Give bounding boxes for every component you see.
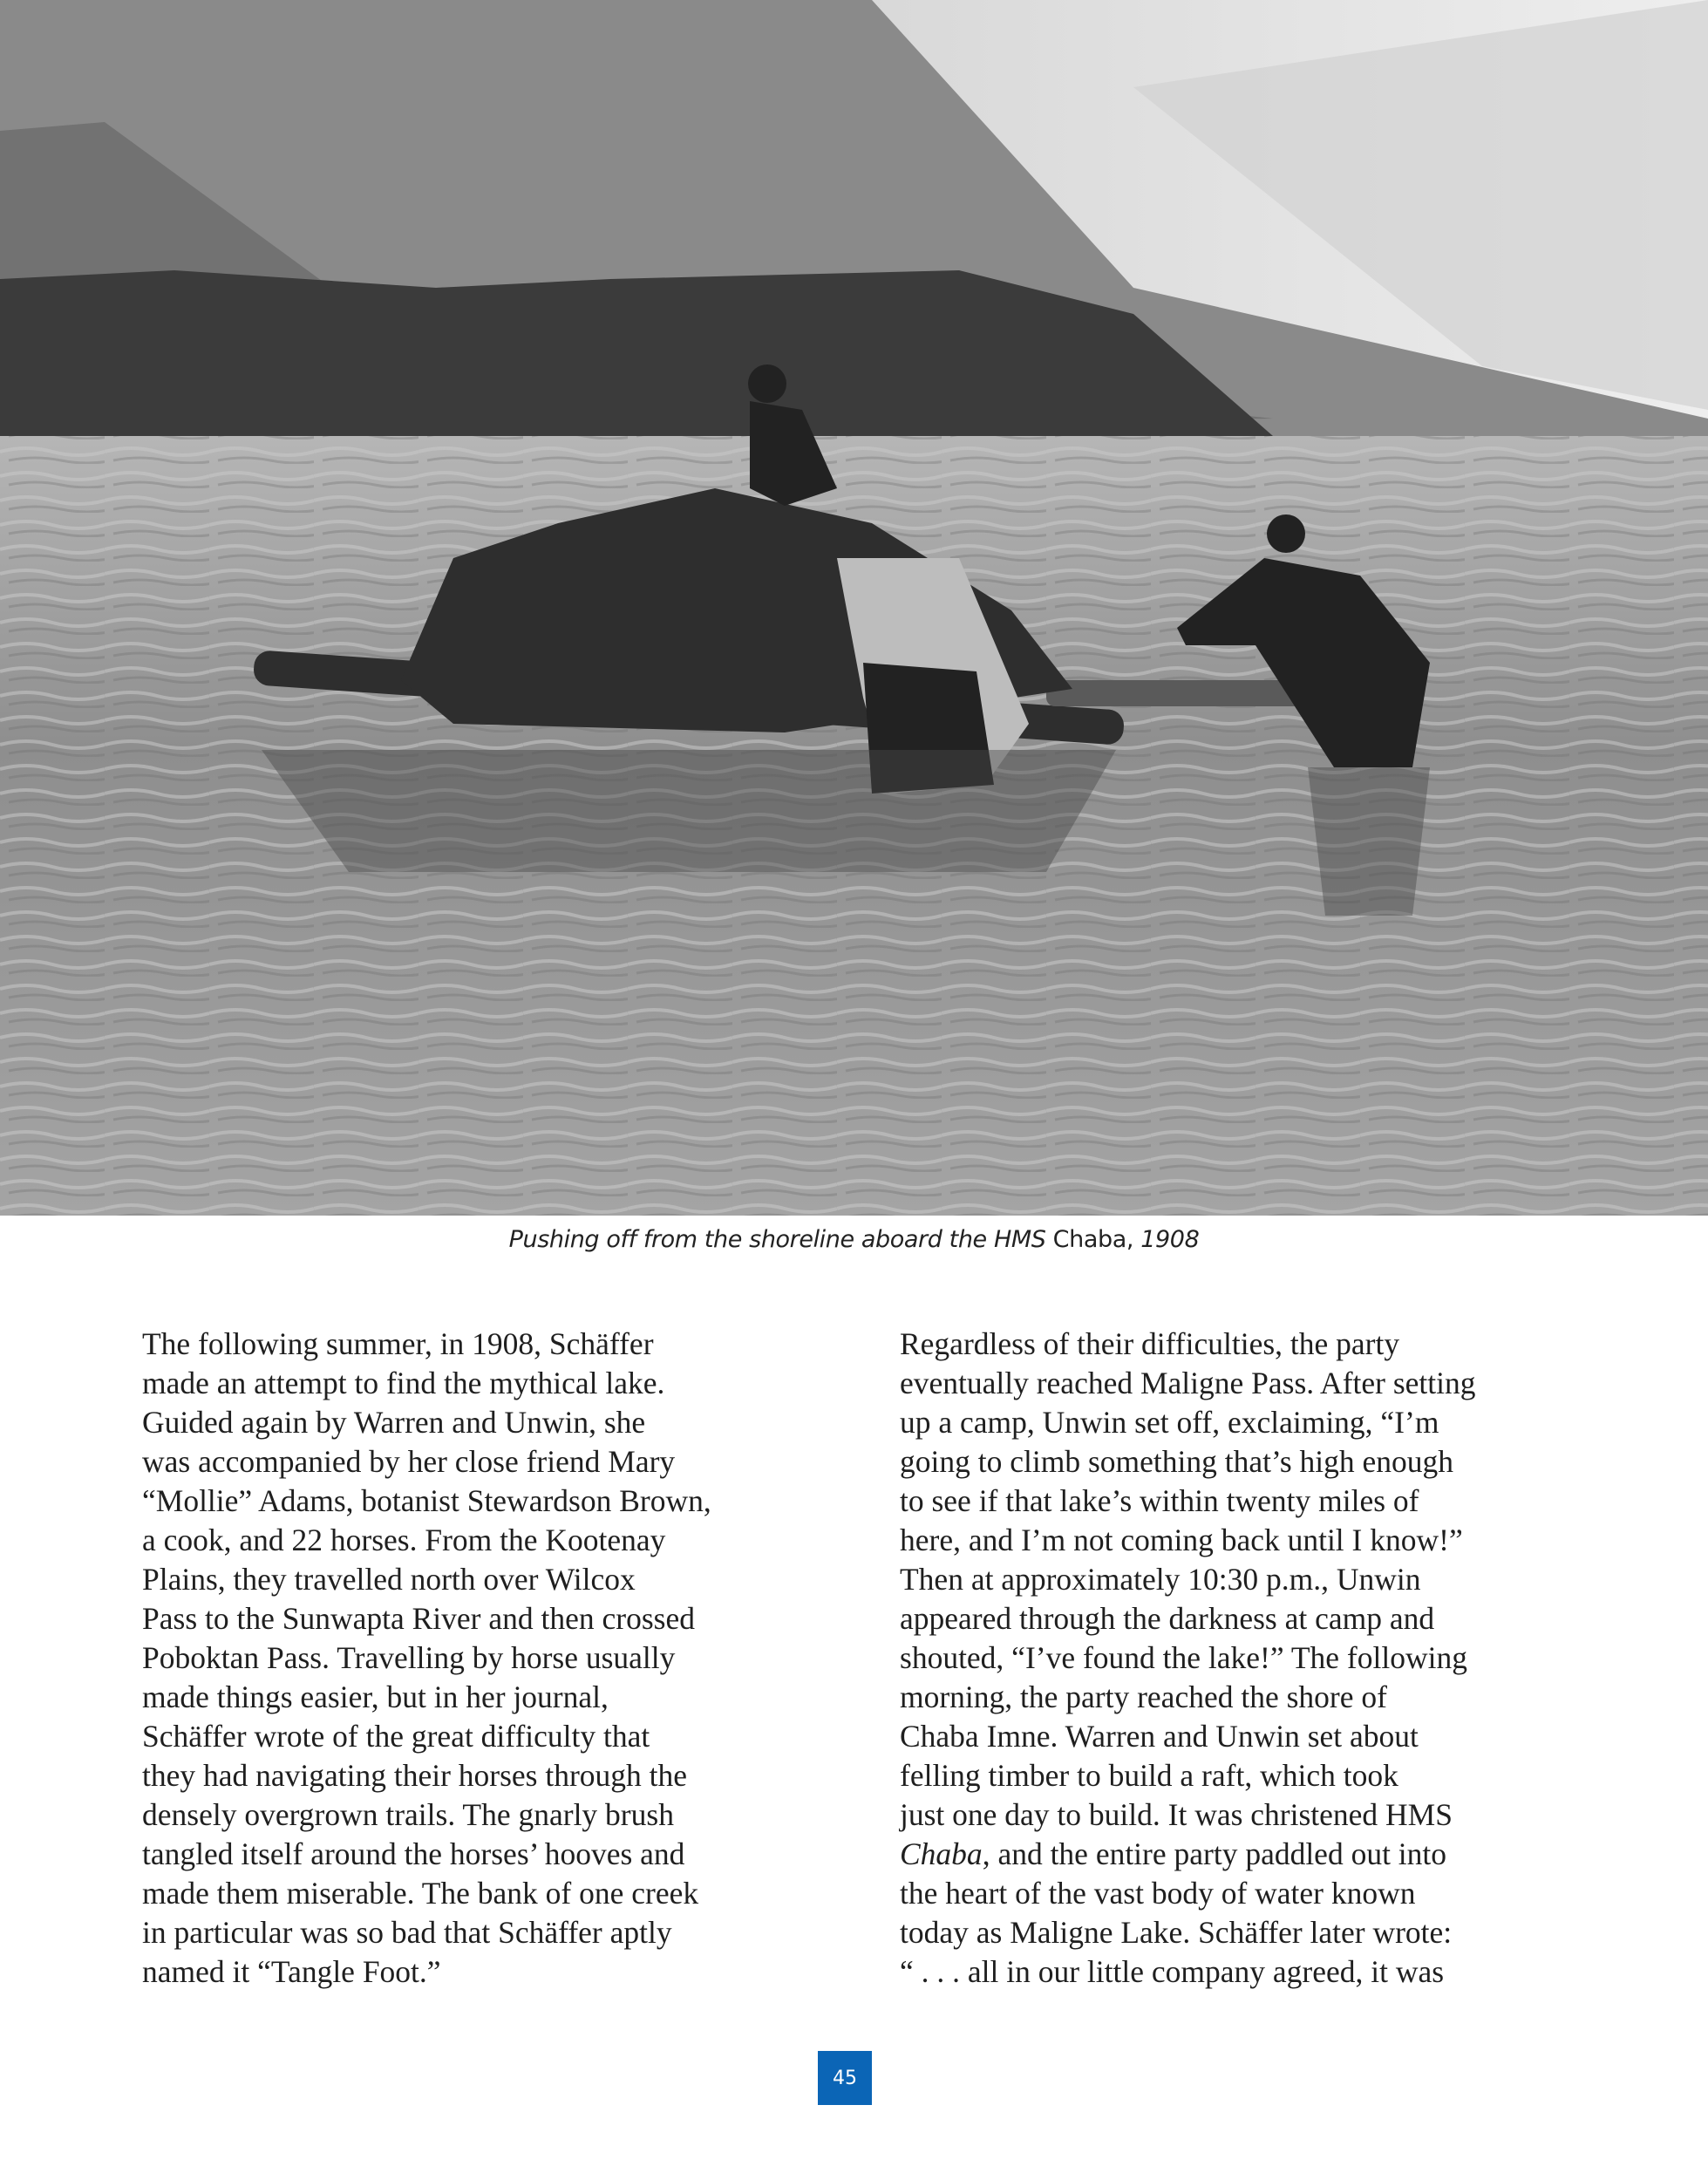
- text-line: Schäffer wrote of the great difficulty that: [142, 1719, 650, 1754]
- text-line: to see if that lake’s within twenty miles of: [900, 1483, 1419, 1518]
- text-line: “ . . . all in our little company agreed, it was: [900, 1954, 1445, 1989]
- text-line: in particular was so bad that Schäffer aptly: [142, 1915, 672, 1950]
- text-line: today as Maligne Lake. Schäffer later wrote:: [900, 1915, 1453, 1950]
- text-line: just one day to build. It was christened HMS: [900, 1797, 1453, 1832]
- text-line: was accompanied by her close friend Mary: [142, 1444, 676, 1479]
- line-rest: , and the entire party paddled out into: [982, 1836, 1447, 1871]
- text-line: Pass to the Sunwapta River and then crossed: [142, 1601, 695, 1636]
- text-line: shouted, “I’ve found the lake!” The following: [900, 1640, 1467, 1675]
- text-line-italic: [900, 1835, 1562, 1874]
- text-line: The following summer, in 1908, Schäffer: [142, 1326, 654, 1361]
- text-line: Chaba Imne. Warren and Unwin set about: [900, 1719, 1419, 1754]
- text-line: named it “Tangle Foot.”: [142, 1954, 441, 1989]
- text-line: Regardless of their difficulties, the party: [900, 1326, 1400, 1361]
- text-line: Plains, they travelled north over Wilcox: [142, 1562, 636, 1597]
- text-line: the heart of the vast body of water known: [900, 1876, 1416, 1911]
- ship-name: Chaba: [900, 1836, 983, 1871]
- text-line: made things easier, but in her journal,: [142, 1679, 609, 1714]
- text-line: they had navigating their horses through the: [142, 1758, 688, 1793]
- right-column-text: [900, 1325, 1562, 1992]
- left-column-text: [142, 1325, 805, 1992]
- text-line: eventually reached Maligne Pass. After setting: [900, 1366, 1476, 1400]
- text-line: up a camp, Unwin set off, exclaiming, “I’m: [900, 1405, 1439, 1440]
- photo-caption: [0, 1226, 1708, 1253]
- text-line: “Mollie” Adams, botanist Stewardson Brown,: [142, 1483, 711, 1518]
- text-line: Then at approximately 10:30 p.m., Unwin: [900, 1562, 1421, 1597]
- text-line: Poboktan Pass. Travelling by horse usually: [142, 1640, 676, 1675]
- text-line: morning, the party reached the shore of: [900, 1679, 1387, 1714]
- page-number: 45: [818, 2051, 872, 2105]
- text-line: a cook, and 22 horses. From the Kootenay: [142, 1523, 666, 1557]
- text-line: tangled itself around the horses’ hooves and: [142, 1836, 685, 1871]
- text-line: here, and I’m not coming back until I know!”: [900, 1523, 1463, 1557]
- caption-italic: Pushing off from the shoreline aboard the HMS: [508, 1226, 1046, 1253]
- text-line: Guided again by Warren and Unwin, she: [142, 1405, 646, 1440]
- text-line: going to climb something that’s high enough: [900, 1444, 1454, 1479]
- text-line: densely overgrown trails. The gnarly brush: [142, 1797, 674, 1832]
- caption-roman: Chaba,: [1045, 1226, 1134, 1253]
- text-line: made them miserable. The bank of one creek: [142, 1876, 699, 1911]
- caption-year: 1908: [1133, 1226, 1200, 1253]
- text-line: appeared through the darkness at camp and: [900, 1601, 1435, 1636]
- text-line: made an attempt to find the mythical lake.: [142, 1366, 665, 1400]
- text-line: felling timber to build a raft, which took: [900, 1758, 1398, 1793]
